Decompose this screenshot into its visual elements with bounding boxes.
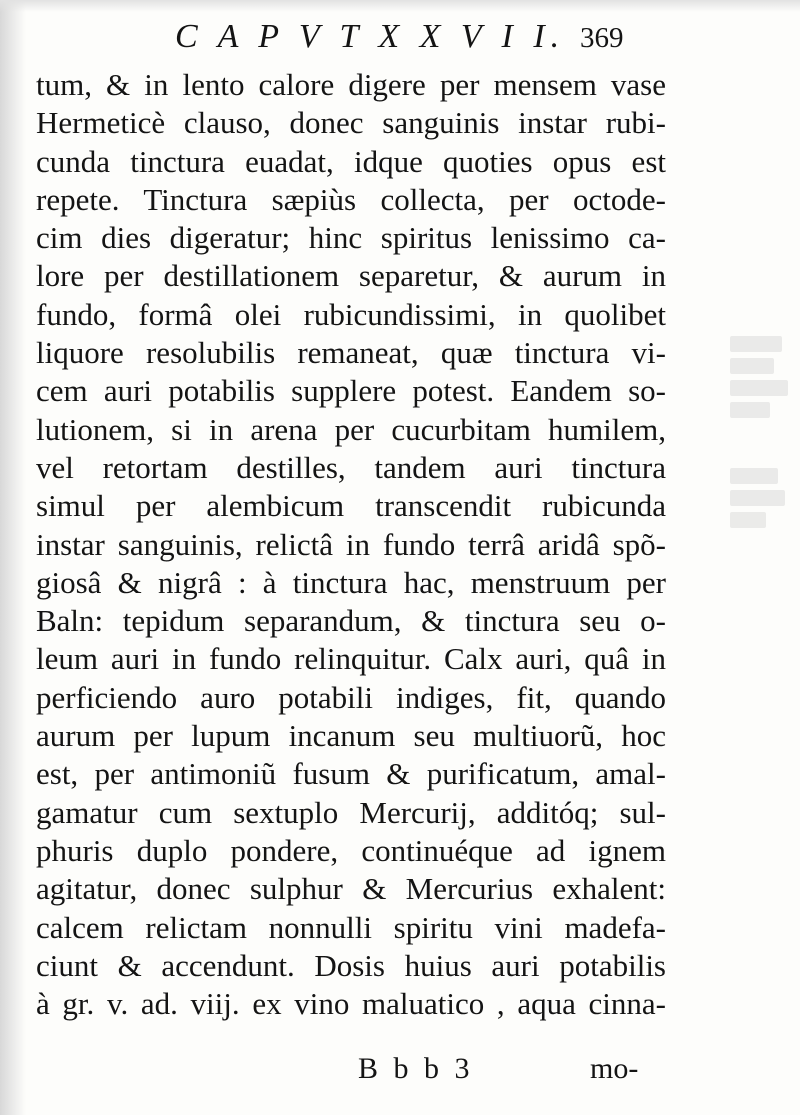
text-line: instar sanguinis, relictâ in fundo terrâ aridâ spõ- bbox=[36, 526, 666, 562]
text-line: cunda tinctura euadat, idque quoties opus est bbox=[36, 143, 666, 179]
text-line: à gr. v. ad. viij. ex vino maluatico , aqua cinna- bbox=[36, 986, 666, 1022]
text-line: aurum per lupum incanum seu multiuorũ, hoc bbox=[36, 718, 666, 754]
text-line: ciunt & accendunt. Dosis huius auri potabilis bbox=[36, 947, 666, 983]
catchword: mo- bbox=[590, 1052, 639, 1085]
bleed-through-margin bbox=[730, 330, 800, 650]
text-line: Hermeticè clauso, donec sanguinis instar rubi- bbox=[36, 105, 666, 141]
text-line: liquore resolubilis remaneat, quæ tinctura vi- bbox=[36, 335, 666, 371]
gutter-shadow bbox=[0, 0, 26, 1115]
text-line: fundo, formâ olei rubicundissimi, in quolibet bbox=[36, 296, 666, 332]
text-line: perficiendo auro potabili indiges, fit, quando bbox=[36, 679, 666, 715]
page-footer bbox=[0, 1052, 800, 1096]
body-text bbox=[36, 66, 666, 1023]
text-line: leum auri in fundo relinquitur. Calx auri, quâ in bbox=[36, 641, 666, 677]
text-line: cim dies digeratur; hinc spiritus lenissimo ca- bbox=[36, 220, 666, 256]
text-line: lore per destillationem separetur, & aurum in bbox=[36, 258, 666, 294]
text-line: agitatur, donec sulphur & Mercurius exhalent: bbox=[36, 871, 666, 907]
text-line: repete. Tinctura sæpiùs collecta, per octode- bbox=[36, 181, 666, 217]
text-line: vel retortam destilles, tandem auri tinctura bbox=[36, 449, 666, 485]
running-head bbox=[0, 18, 800, 62]
text-line: phuris duplo pondere, continuéque ad ignem bbox=[36, 832, 666, 868]
text-line: giosâ & nigrâ : à tinctura hac, menstruum per bbox=[36, 564, 666, 600]
text-line: cem auri potabilis supplere potest. Eandem so- bbox=[36, 373, 666, 409]
text-line: Baln: tepidum separandum, & tinctura seu o- bbox=[36, 603, 666, 639]
text-line: est, per antimoniũ fusum & purificatum, amal- bbox=[36, 756, 666, 792]
page-number: 369 bbox=[580, 22, 624, 54]
text-line: gamatur cum sextuplo Mercurij, additóq; sul- bbox=[36, 794, 666, 830]
top-edge-shadow bbox=[0, 0, 800, 12]
text-line: tum, & in lento calore digere per mensem vase bbox=[36, 67, 666, 102]
signature-mark: B b b 3 bbox=[358, 1052, 474, 1085]
text-line: lutionem, si in arena per cucurbitam humilem, bbox=[36, 411, 666, 447]
chapter-title: C A P V T X X V I I. bbox=[175, 18, 566, 55]
text-line: simul per alembicum transcendit rubicunda bbox=[36, 488, 666, 524]
text-line: calcem relictam nonnulli spiritu vini madefa- bbox=[36, 909, 666, 945]
